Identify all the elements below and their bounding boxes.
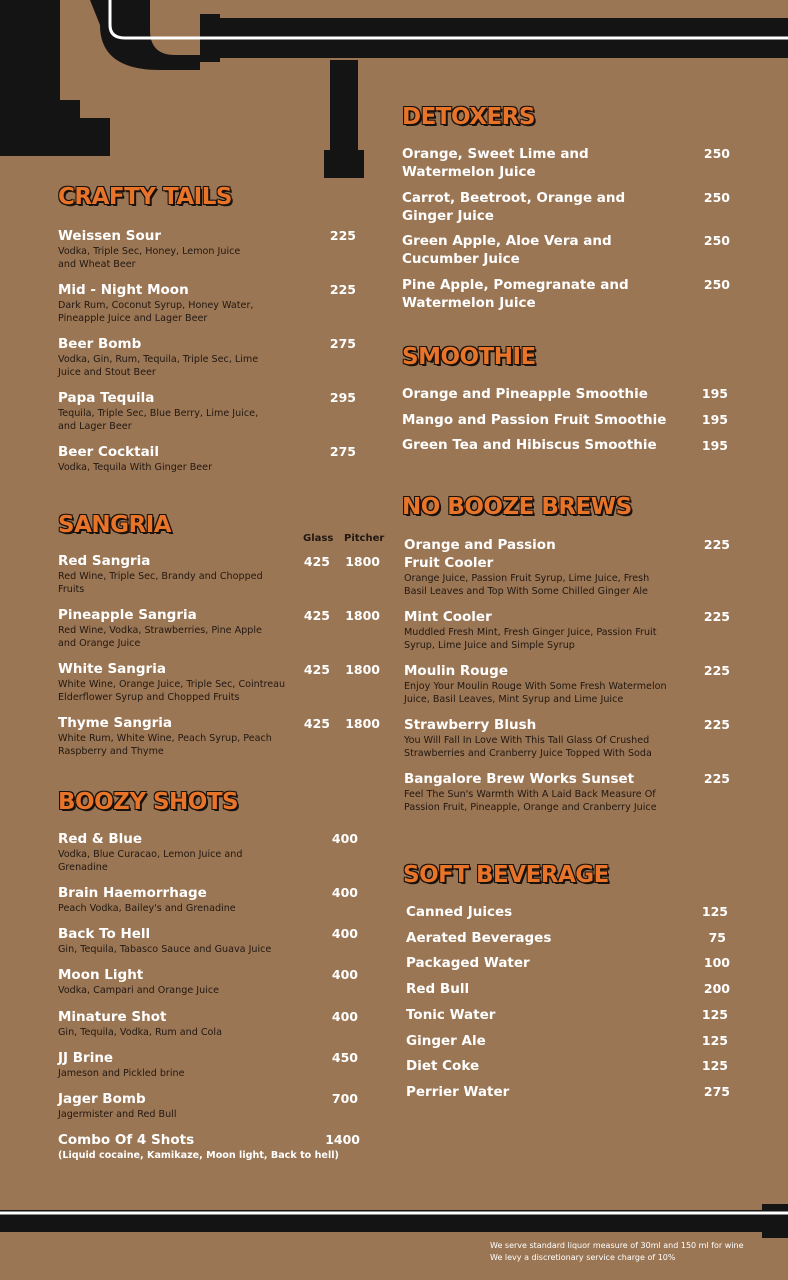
section-title: DETOXERS [402,104,535,130]
menu-item [58,830,242,874]
item-name: Moon Light [58,967,144,983]
item-price: 125 [701,1033,728,1048]
section-title: SOFT BEVERAGE [403,862,609,888]
item-name: Watermelon Juice [402,295,536,311]
item-price: 700 [331,1091,358,1106]
footer-line: We levy a discretionary service charge of 10% [490,1253,676,1262]
item-price: 275 [703,1084,730,1099]
menu-item [58,660,285,704]
glass-price: 425 [303,662,330,677]
menu-item [402,411,666,429]
item-name: Weissen Sour [58,228,161,244]
item-name: Bangalore Brew Works Sunset [404,771,635,787]
item-name: Mint Cooler [404,609,492,625]
pitcher-price: 1800 [345,608,380,623]
item-name: Ginger Ale [406,1033,486,1049]
menu-item [404,536,649,598]
menu-item [406,903,512,921]
item-price: 400 [331,1009,358,1024]
item-description: Jameson and Pickled brine [58,1068,185,1079]
item-price: 225 [329,228,356,243]
menu-item [58,335,258,379]
menu-item [404,770,657,814]
item-description: Jagermister and Red Bull [58,1109,177,1120]
item-description: Juice, Basil Leaves, Mint Syrup and Lime Juice [404,694,624,705]
menu-item [402,232,612,268]
footer-line: We serve standard liquor measure of 30ml and 150 ml for wine [490,1241,744,1250]
menu-item [58,966,219,997]
menu-item [402,385,648,403]
item-description: Strawberries and Cranberry Juice Topped With Soda [404,748,652,759]
item-name: Aerated Beverages [406,930,552,946]
item-price: 75 [708,930,726,945]
menu-item [406,1083,509,1101]
menu-item [58,925,271,956]
item-description: Basil Leaves and Top With Some Chilled Ginger Ale [404,586,648,597]
item-price: 125 [701,1058,728,1073]
item-description: Vodka, Gin, Rum, Tequila, Triple Sec, Lime [58,354,259,365]
item-name: Papa Tequila [58,390,155,406]
item-price: 275 [329,336,356,351]
item-description: White Rum, White Wine, Peach Syrup, Peach [58,733,272,744]
item-description: Elderflower Syrup and Chopped Fruits [58,692,240,703]
menu-item [404,608,656,652]
item-price: 250 [703,233,730,248]
item-description: (Liquid cocaine, Kamikaze, Moon light, Back to hell) [58,1150,339,1161]
menu-item [404,716,652,760]
pitcher-price: 1800 [345,554,380,569]
item-price: 125 [701,904,728,919]
item-description: Vodka, Campari and Orange Juice [58,985,220,996]
menu-item [58,1090,177,1121]
item-description: Raspberry and Thyme [58,746,164,757]
item-name: Carrot, Beetroot, Orange and [402,190,626,206]
item-price: 250 [703,146,730,161]
section-title: NO BOOZE BREWS [402,494,632,520]
item-price: 195 [701,412,728,427]
menu-item [58,884,236,915]
item-description: Orange Juice, Passion Fruit Syrup, Lime Juice, Fresh [404,573,650,584]
section-title: SMOOTHIE [402,344,536,370]
menu-item [58,281,253,325]
item-name: White Sangria [58,661,166,677]
menu-item [406,954,530,972]
pitcher-price: 1800 [345,716,380,731]
menu-item [58,1049,185,1080]
item-name: Orange, Sweet Lime and [402,146,589,162]
item-name: Packaged Water [406,955,530,971]
menu-item [402,436,657,454]
item-price: 225 [703,537,730,552]
item-price: 125 [701,1007,728,1022]
menu-item [58,227,240,271]
item-name: Jager Bomb [58,1091,146,1107]
item-name: Diet Coke [406,1058,480,1074]
item-price: 225 [703,663,730,678]
menu-item [58,606,262,650]
item-name: Green Apple, Aloe Vera and [402,233,612,249]
item-price: 195 [701,386,728,401]
item-name: Strawberry Blush [404,717,537,733]
item-name: Green Tea and Hibiscus Smoothie [402,437,657,453]
item-price: 250 [703,190,730,205]
menu-item [58,1131,339,1162]
item-name: Orange and Pineapple Smoothie [402,386,648,402]
menu-item [404,662,667,706]
menu-item [58,1008,222,1039]
item-price: 200 [703,981,730,996]
menu-item [58,552,263,596]
menu-item [58,714,272,758]
item-description: Vodka, Blue Curacao, Lemon Juice and [58,849,243,860]
menu-item [406,1006,495,1024]
item-description: Gin, Tequila, Vodka, Rum and Cola [58,1027,222,1038]
menu-item [406,980,469,998]
item-name: Tonic Water [406,1007,496,1023]
item-description: Passion Fruit, Pineapple, Orange and Cranberry Juice [404,802,657,813]
item-description: Dark Rum, Coconut Syrup, Honey Water, [58,300,254,311]
item-price: 1400 [325,1132,360,1147]
item-name: Canned Juices [406,904,513,920]
item-name: Thyme Sangria [58,715,173,731]
item-description: Muddled Fresh Mint, Fresh Ginger Juice, Passion Fruit [404,627,657,638]
item-price: 225 [703,771,730,786]
item-name: Moulin Rouge [404,663,508,679]
section-title: SANGRIA [58,512,172,538]
item-description: You Will Fall In Love With This Tall Glass Of Crushed [404,735,650,746]
item-description: Enjoy Your Moulin Rouge With Some Fresh Watermelon [404,681,667,692]
menu-item [402,276,629,312]
menu-item [406,1057,479,1075]
footer-note [490,1240,744,1264]
item-name: Watermelon Juice [402,164,536,180]
item-price: 250 [703,277,730,292]
item-name: Pine Apple, Pomegranate and [402,277,629,293]
item-price: 225 [703,717,730,732]
item-description: Red Wine, Vodka, Strawberries, Pine Apple [58,625,262,636]
item-description: White Wine, Orange Juice, Triple Sec, Cointreau [58,679,286,690]
menu-item [402,189,625,225]
item-name: Back To Hell [58,926,151,942]
item-name: Fruit Cooler [404,555,494,571]
item-description: Vodka, Triple Sec, Honey, Lemon Juice [58,246,241,257]
menu-item [58,443,212,474]
item-name: Cucumber Juice [402,251,520,267]
item-name: Orange and Passion [404,537,556,553]
item-description: and Orange Juice [58,638,141,649]
item-name: Mango and Passion Fruit Smoothie [402,412,667,428]
item-name: Perrier Water [406,1084,510,1100]
pitcher-price: 1800 [345,662,380,677]
menu-item [406,929,551,947]
item-description: Red Wine, Triple Sec, Brandy and Chopped [58,571,263,582]
item-description: Juice and Stout Beer [58,367,156,378]
menu-item [402,145,589,181]
item-name: Brain Haemorrhage [58,885,207,901]
section-title: CRAFTY TAILS [58,184,232,210]
item-price: 295 [329,390,356,405]
item-name: Beer Bomb [58,336,142,352]
item-description: Pineapple Juice and Lager Beer [58,313,208,324]
item-price: 225 [329,282,356,297]
item-name: Pineapple Sangria [58,607,197,623]
item-description: and Lager Beer [58,421,132,432]
item-price: 400 [331,885,358,900]
item-name: Beer Cocktail [58,444,159,460]
item-name: Combo Of 4 Shots [58,1132,195,1148]
item-price: 400 [331,967,358,982]
item-description: Tequila, Triple Sec, Blue Berry, Lime Juice, [58,408,259,419]
item-price: 100 [703,955,730,970]
item-description: Feel The Sun's Warmth With A Laid Back Measure Of [404,789,656,800]
item-price: 400 [331,831,358,846]
item-description: Grenadine [58,862,108,873]
item-description: Fruits [58,584,85,595]
menu-item [406,1032,486,1050]
glass-price: 425 [303,608,330,623]
item-description: Gin, Tequila, Tabasco Sauce and Guava Juice [58,944,272,955]
item-description: Syrup, Lime Juice and Simple Syrup [404,640,575,651]
item-price: 400 [331,926,358,941]
item-price: 195 [701,438,728,453]
glass-price: 425 [303,716,330,731]
glass-column-header: Glass [303,533,334,544]
item-price: 225 [703,609,730,624]
item-name: JJ Brine [58,1050,114,1066]
item-description: Peach Vodka, Bailey's and Grenadine [58,903,236,914]
section-title: BOOZY SHOTS [58,789,239,815]
item-description: Vodka, Tequila With Ginger Beer [58,462,213,473]
item-price: 450 [331,1050,358,1065]
menu-item [58,389,258,433]
item-name: Mid - Night Moon [58,282,189,298]
item-name: Red & Blue [58,831,143,847]
item-description: and Wheat Beer [58,259,136,270]
item-name: Red Bull [406,981,470,997]
pitcher-column-header: Pitcher [344,533,385,544]
glass-price: 425 [303,554,330,569]
item-price: 275 [329,444,356,459]
item-name: Ginger Juice [402,208,494,224]
item-name: Red Sangria [58,553,151,569]
item-name: Minature Shot [58,1009,167,1025]
